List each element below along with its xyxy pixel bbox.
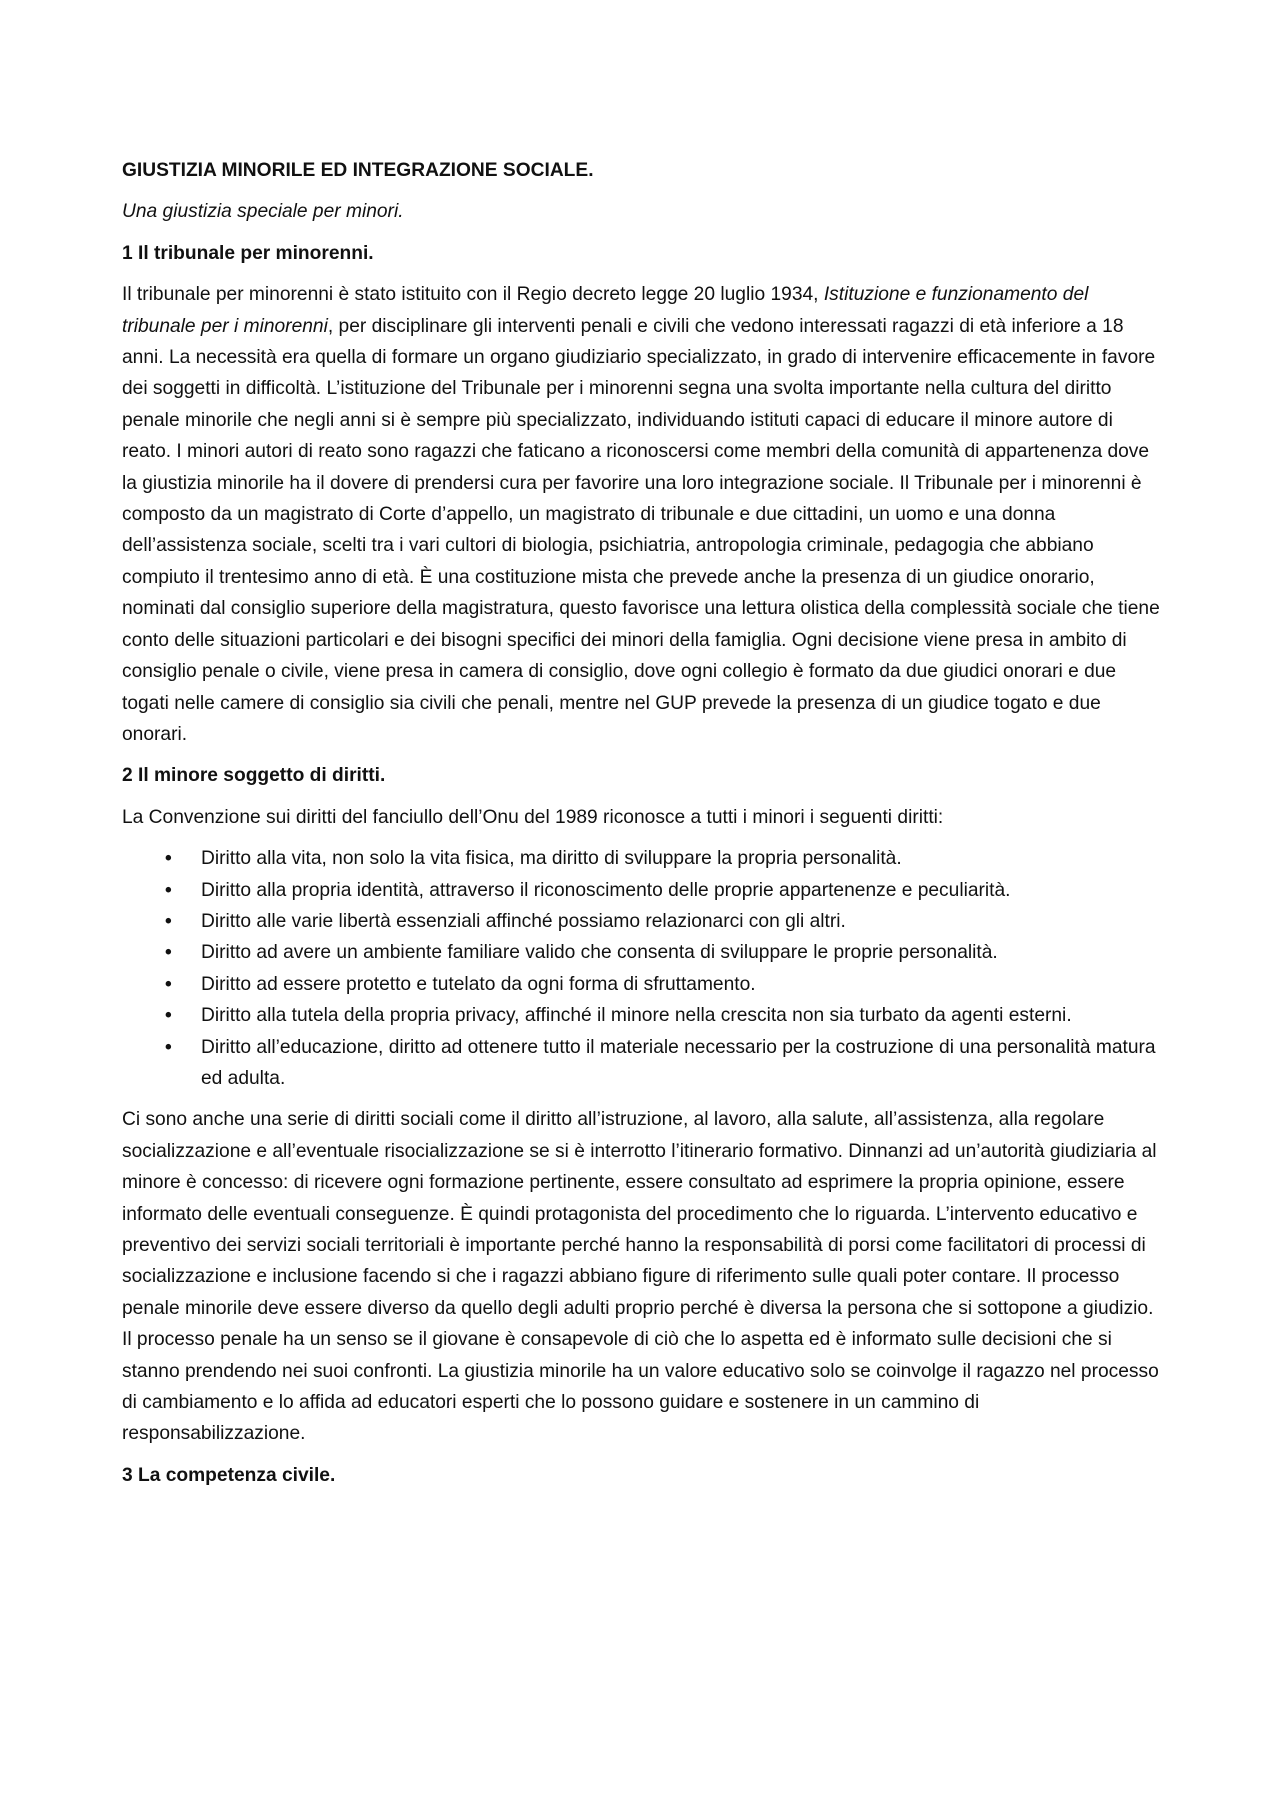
list-item-text: Diritto alle varie libertà essenziali affinché possiamo relazionarci con gli altri. [201,910,846,932]
paragraph-diritti-sociali: Ci sono anche una serie di diritti sociali come il diritto all’istruzione, al lavoro, alla salute, all’assistenza, alla regolare socializzazione e all’eventuale risocializzazione se si è interrotto l’itinerario formativo. Dinnanzi ad un’autorità giudiziaria al minore è concesso: di ricevere ogni formazione pertinente, essere consultato ad esprimere la propria opinione, essere informato delle eventuali conseguenze. È quindi protagonista del procedimento che lo riguarda. L’intervento educativo e preventivo dei servizi sociali territoriali è importante perché hanno la responsabilità di porsi come facilitatori di processi di socializzazione e inclusione facendo si che i ragazzi abbiano figure di riferimento sulle quali poter contare. Il processo penale minorile deve essere diverso da quello degli adulti proprio perché è diversa la persona che si sottopone a giudizio. Il processo penale ha un senso se il giovane è consapevole di ciò che lo aspetta ed è informato sulle decisioni che si stanno prendendo nei suoi confronti. La giustizia minorile ha un valore educativo solo se coinvolge il ragazzo nel processo di cambiamento e lo affida ad educatori esperti che lo possono guidare e sostenere in un cammino di responsabilizzazione. [122,1109,1159,1445]
list-item [122,875,1162,906]
list-item [122,1032,1162,1095]
paragraph-tribunale-body: , per disciplinare gli interventi penali e civili che vedono interessati ragazzi di età inferiore a 18 anni. La necessità era quella di formare un organo giudiziario specializzato, in grado di intervenire efficacemente in favore dei soggetti in difficoltà. L’istituzione del Tribunale per i minorenni segna una svolta importante nella cultura del diritto penale minorile che negli anni si è sempre più specializzato, individuando istituti capaci di educare il minore autore di reato. I minori autori di reato sono ragazzi che faticano a riconoscersi come membri della comunità di appartenenza dove la giustizia minorile ha il dovere di prendersi cura per favorire una loro integrazione sociale. Il Tribunale per i minorenni è composto da un magistrato di Corte d’appello, un magistrato di tribunale e due cittadini, un uomo e una donna dell’assistenza sociale, scelti tra i vari cultori di biologia, psichiatria, antropologia criminale, pedagogia che abbiano compiuto il trentesimo anno di età. È una costituzione mista che prevede anche la presenza di un giudice onorario, nominati dal consiglio superiore della magistratura, questo favorisce una lettura olistica della complessità sociale che tiene conto delle situazioni particolari e dei bisogni specifici dei minori della famiglia. Ogni decisione viene presa in ambito di consiglio penale o civile, viene presa in camera di consiglio, dove ogni collegio è formato da due giudici onorari e due togati nelle camere di consiglio sia civili che penali, mentre nel GUP prevede la presenza di un giudice togato e due onorari. [122,315,1160,745]
law-title: Istituzione e funzionamento del tribunale per i minorenni [122,284,1089,337]
bullet-icon: • [165,879,172,901]
document-title: GIUSTIZIA MINORILE ED INTEGRAZIONE SOCIALE. [122,160,594,181]
paragraph-tribunale [122,279,1162,750]
list-item [122,906,1162,937]
section-heading-competenza-civile: 3 La competenza civile. [122,1464,336,1486]
document-subtitle: Una giustizia speciale per minori. [122,201,404,223]
section-heading-tribunale: 1 Il tribunale per minorenni. [122,242,374,264]
bullet-icon: • [165,848,172,870]
list-item [122,969,1162,1000]
list-item-text: Diritto alla propria identità, attraverso il riconoscimento delle proprie appartenenze e peculiarità. [201,879,1011,901]
paragraph-convenzione-intro: La Convenzione sui diritti del fanciullo dell’Onu del 1989 riconosce a tutti i minori i seguenti diritti: [122,806,944,828]
list-item [122,1000,1162,1031]
paragraph-tribunale-intro: Il tribunale per minorenni è stato istituito con il Regio decreto legge 20 luglio 1934, [122,284,824,306]
section-heading-diritti: 2 Il minore soggetto di diritti. [122,765,386,787]
list-item-text: Diritto alla tutela della propria privacy, affinché il minore nella crescita non sia turbato da agenti esterni. [201,1005,1072,1027]
bullet-icon: • [165,1036,172,1058]
rights-list [122,843,1162,1094]
list-item-text: Diritto ad avere un ambiente familiare valido che consenta di sviluppare le proprie personalità. [201,942,998,964]
bullet-icon: • [165,1005,172,1027]
list-item-text: Diritto ad essere protetto e tutelato da ogni forma di sfruttamento. [201,973,756,995]
list-item-text: Diritto all’educazione, diritto ad ottenere tutto il materiale necessario per la costruzione di una personalità matura ed adulta. [201,1036,1156,1089]
list-item [122,843,1162,874]
bullet-icon: • [165,910,172,932]
document-page [122,155,1162,1501]
list-item-text: Diritto alla vita, non solo la vita fisica, ma diritto di sviluppare la propria personalità. [201,848,902,870]
list-item [122,937,1162,968]
bullet-icon: • [165,973,172,995]
bullet-icon: • [165,942,172,964]
